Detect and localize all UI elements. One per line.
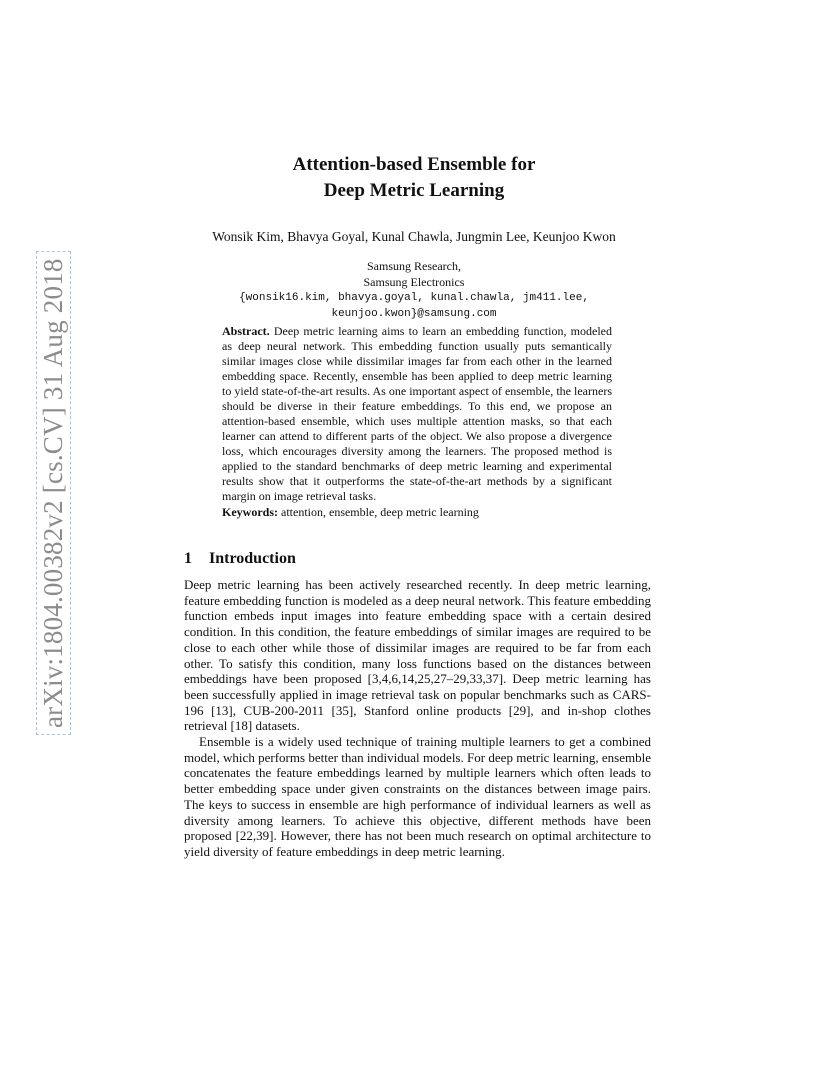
section-number: 1	[184, 550, 192, 567]
affiliation-line-1: Samsung Research,	[367, 259, 461, 273]
abstract-label: Abstract.	[222, 324, 270, 338]
email-line-2: keunjoo.kwon}@samsung.com	[331, 308, 497, 320]
affiliation	[0, 258, 828, 322]
author-list: Wonsik Kim, Bhavya Goyal, Kunal Chawla, Jungmin Lee, Keunjoo Kwon	[212, 229, 616, 244]
title-line-1: Attention-based Ensemble for	[292, 154, 536, 175]
keywords-text: attention, ensemble, deep metric learning	[281, 505, 479, 519]
paragraph: Ensemble is a widely used technique of training multiple learners to get a combined model, which performs better than individual models. For deep metric learning, ensemble concatenates the feature embeddings learned by multiple learners which often leads to better embedding space under given constraints on the distances between image pairs. The keys to success in ensemble are high performance of individual learners as well as diversity among learners. To achieve this objective, different methods have been proposed [22,39]. However, there has not been much research on optimal architecture to yield diversity of feature embeddings in deep metric learning.	[184, 734, 651, 859]
paragraph: Deep metric learning has been actively researched recently. In deep metric learning, feature embedding function is modeled as a deep neural network. This feature embedding function embeds input images into feature embedding space with a certain desired condition. In this condition, the feature embeddings of similar images are required to be close to each other while those of dissimilar images are required to be far from each other. To satisfy this condition, many loss functions based on the distances between embeddings have been proposed [3,4,6,14,25,27–29,33,37]. Deep metric learning has been successfully applied in image retrieval task on popular benchmarks such as CARS-196 [13], CUB-200-2011 [35], Stanford online products [29], and in-shop clothes retrieval [18] datasets.	[184, 577, 651, 734]
keywords	[222, 505, 612, 520]
affiliation-line-2: Samsung Electronics	[363, 275, 465, 289]
section-title-text: Introduction	[209, 550, 296, 567]
title-line-2: Deep Metric Learning	[323, 180, 505, 201]
abstract-text: Deep metric learning aims to learn an embedding function, modeled as deep neural network. This embedding function usually puts semantically similar images close while dissimilar images far from each other in the learned embedding space. Recently, ensemble has been applied to deep metric learning to yield state-of-the-art results. As one important aspect of ensemble, the learners should be diverse in their feature embeddings. To this end, we propose an attention-based ensemble, which uses multiple attention masks, so that each learner can attend to different parts of the object. We also propose a divergence loss, which encourages diversity among the learners. The proposed method is applied to the standard benchmarks of deep metric learning and experimental results show that it outperforms the state-of-the-art methods by a significant margin on image retrieval tasks.	[222, 324, 612, 503]
keywords-label: Keywords:	[222, 505, 278, 519]
abstract	[222, 324, 612, 520]
paper-title	[0, 152, 828, 204]
section-heading	[184, 550, 296, 568]
arxiv-id: arXiv:1804.00382v2 [cs.CV] 31 Aug 2018	[36, 251, 71, 735]
email-line-1: {wonsik16.kim, bhavya.goyal, kunal.chawla, jm411.lee,	[239, 292, 589, 304]
body-text	[184, 577, 651, 860]
